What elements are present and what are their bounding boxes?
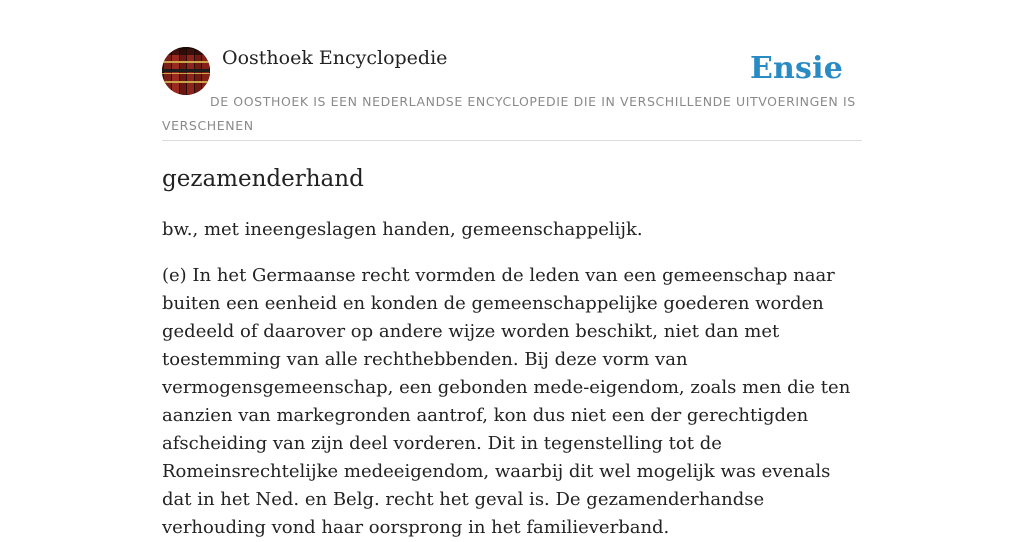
encyclopedia-books-icon — [162, 47, 210, 95]
entry-body: (e) In het Germaanse recht vormden de leden van een gemeenschap naar buiten een eenheid en konden de gemeenschappelijke goederen worden gedeeld of daarover op andere wijze worden beschikt, niet dan met toestemming van alle rechthebbenden. Bij deze vorm van vermogensgemeenschap, een gebonden mede-eigendom, zoals men die ten aanzien van markegronden aantrof, kon dus niet een der gerechtigden afscheiding van zijn deel vorderen. Dit in tegenstelling tot de Romeinsrechtelijke medeeigendom, waarbij dit wel mogelijk was evenals dat in het Ned. en Belg. recht het geval is. De gezamenderhandse verhouding vond haar oorsprong in het familieverband. — [162, 265, 851, 538]
entry-definition: bw., met ineengeslagen handen, gemeenschappelijk. — [162, 219, 643, 240]
ensie-logo[interactable]: Ensie — [749, 51, 843, 86]
source-tagline: DE OOSTHOEK IS EEN NEDERLANDSE ENCYCLOPEDIE DIE IN VERSCHILLENDE UITVOERINGEN IS VERSCHENEN — [162, 94, 856, 133]
source-header — [162, 46, 862, 141]
source-name[interactable]: Oosthoek Encyclopedie — [222, 47, 448, 69]
entry-title: gezamenderhand — [162, 166, 364, 192]
source-avatar[interactable] — [162, 47, 210, 95]
entry-content — [162, 216, 862, 542]
